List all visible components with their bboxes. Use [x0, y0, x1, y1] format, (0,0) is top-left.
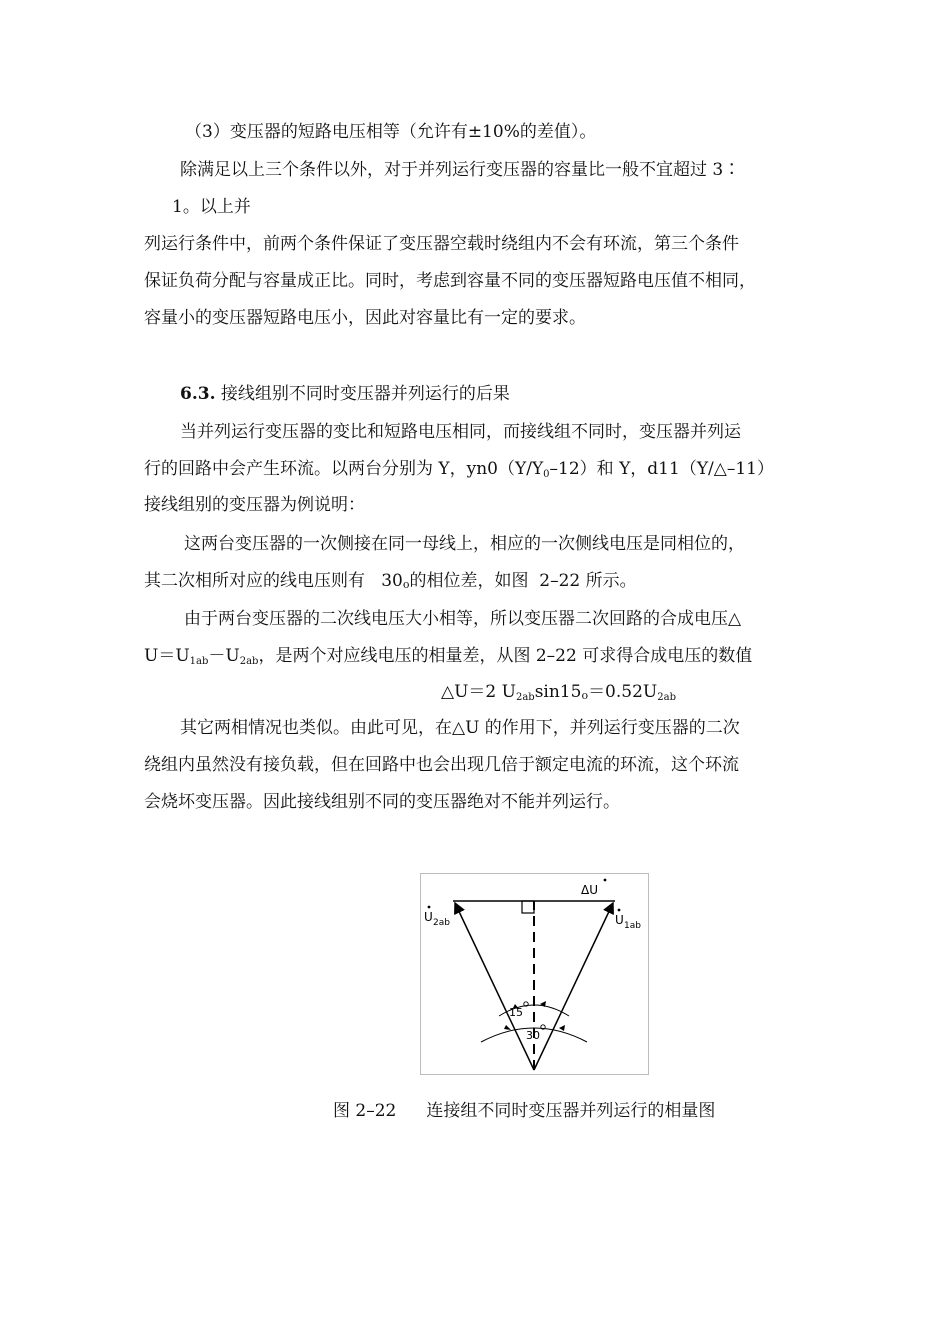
formula-b: sin15 [534, 682, 582, 702]
p3-line-1: 由于两台变压器的二次线电压大小相等，所以变压器二次回路的合成电压△ [184, 609, 742, 629]
capacity-line-5: 容量小的变压器短路电压小，因此对容量比有一定的要求。 [144, 308, 586, 328]
p2-degree: o [402, 578, 410, 591]
condition-3: （3）变压器的短路电压相等（允许有±10%的差值）。 [185, 122, 597, 142]
formula-a: △U＝2 U [441, 682, 516, 702]
p2-angle: 30 [381, 571, 403, 591]
formula-degree: o [581, 689, 589, 702]
p2-text-c: 所示。 [585, 571, 637, 591]
p1-text-a: 行的回路中会产生环流。以两台分别为 Y，yn0（Y/Y [144, 459, 544, 479]
u2ab-label: U [424, 910, 433, 924]
p2-line-2 [144, 573, 637, 590]
formula-c: ＝0.52U [588, 682, 658, 702]
p2-text-a: 其二次相所对应的线电压则有 [144, 571, 365, 591]
formula-sub-1: 2ab [515, 692, 535, 703]
formula-sub-2: 2ab [657, 692, 676, 703]
p3-text-a: U＝U [144, 646, 190, 666]
p2-fig-ref: 2–22 [539, 571, 581, 591]
figure-caption [333, 1096, 715, 1121]
p3-text-b: －U [208, 646, 240, 666]
right-angle-mark [522, 901, 534, 913]
p4-line-1: 其它两相情况也类似。由此可见，在△U 的作用下，并列运行变压器的二次 [180, 718, 740, 738]
u2ab-sub: 2ab [433, 918, 450, 928]
capacity-line-3: 列运行条件中，前两个条件保证了变压器空载时绕组内不会有环流，第三个条件 [144, 234, 739, 254]
phasor-svg [421, 874, 648, 1074]
p3-sub-1: 1ab [189, 656, 209, 667]
p1-line-1: 当并列运行变压器的变比和短路电压相同，而接线组不同时，变压器并列运 [180, 422, 741, 442]
section-title: 接线组别不同时变压器并列运行的后果 [220, 384, 510, 404]
p3-text-c: ，是两个对应线电压的相量差，从图 2–22 可求得合成电压的数值 [258, 646, 753, 666]
p4-line-2: 绕组内虽然没有接负载，但在回路中也会出现几倍于额定电流的环流，这个环流 [144, 755, 739, 775]
p3-sub-2: 2ab [239, 656, 259, 667]
caption-text: 连接组不同时变压器并列运行的相量图 [426, 1101, 716, 1121]
p1-line-2 [144, 461, 774, 480]
u1ab-sub: 1ab [624, 921, 641, 931]
u1ab-phasor [534, 903, 613, 1070]
p1-line-3: 接线组别的变压器为例说明： [144, 495, 365, 515]
p1-sub: 0 [543, 469, 550, 480]
capacity-line-1: 除满足以上三个条件以外，对于并列运行变压器的容量比一般不宜超过 3∶ [180, 160, 741, 180]
u1ab-label: U [615, 913, 624, 927]
section-number: 6.3. [180, 384, 216, 404]
delta-u-dot [604, 879, 607, 882]
caption-number: 图 2–22 [333, 1101, 397, 1121]
p3-line-2 [144, 648, 752, 667]
section-heading [180, 386, 510, 403]
p4-line-3: 会烧坏变压器。因此接线组别不同的变压器绝对不能并列运行。 [144, 792, 620, 812]
p2-line-1: 这两台变压器的一次侧接在同一母线上，相应的一次侧线电压是同相位的， [184, 534, 745, 554]
p1-text-b: –12）和 Y，d11（Y/△–11） [549, 459, 774, 479]
capacity-line-2: 1。以上并 [172, 197, 251, 217]
formula [441, 684, 676, 703]
capacity-line-4: 保证负荷分配与容量成正比。同时，考虑到容量不同的变压器短路电压值不相同， [144, 271, 756, 291]
u2ab-phasor [455, 903, 534, 1070]
angle-30-label: 30 [526, 1029, 540, 1042]
p2-text-b: 的相位差，如图 [409, 571, 529, 591]
angle-15-label: 15 [509, 1006, 523, 1019]
delta-u-label: ΔU [581, 883, 598, 897]
phasor-diagram [420, 873, 649, 1075]
